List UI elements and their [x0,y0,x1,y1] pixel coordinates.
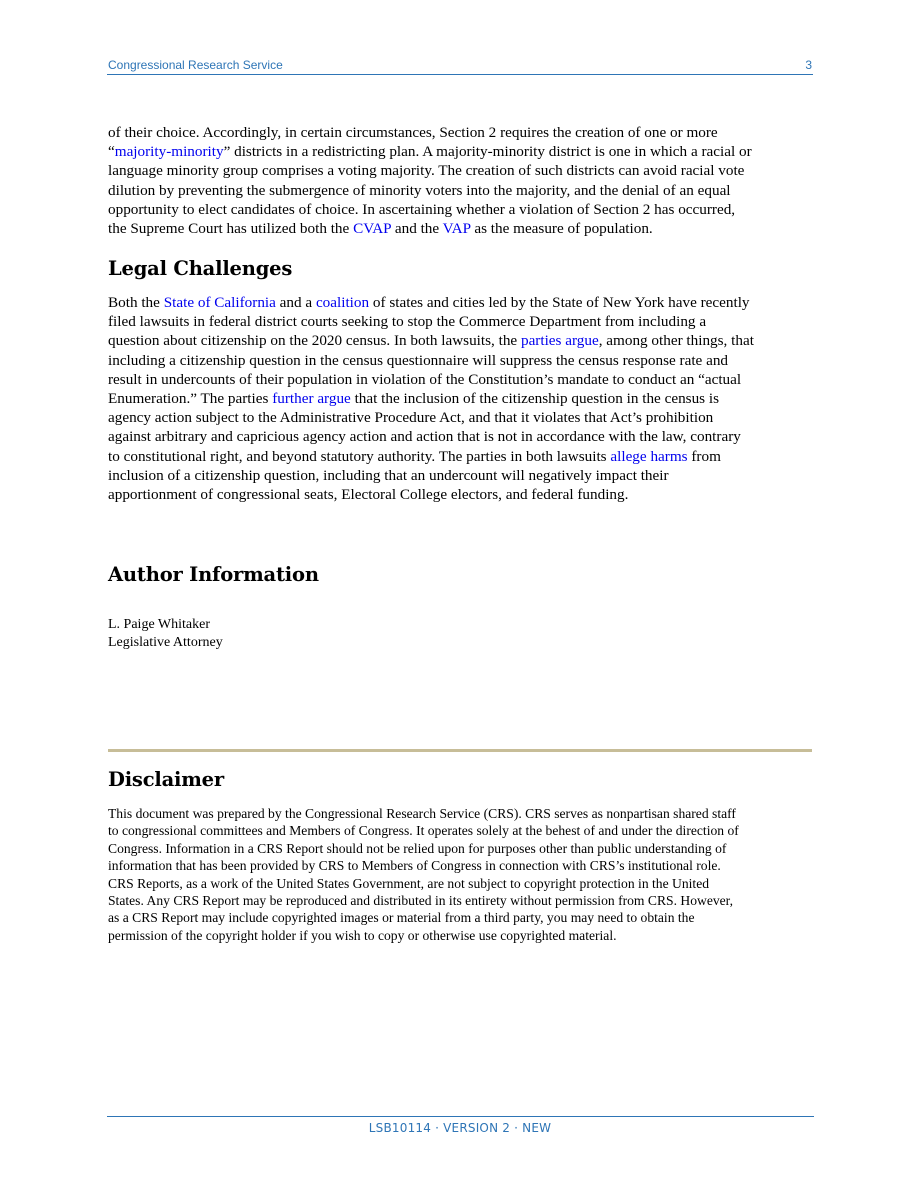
legal-line: apportionment of congressional seats, Electoral College electors, and federal funding. [108,486,629,504]
legal-line: question about citizenship on the 2020 census. In both lawsuits, the parties argue, among other things, that [108,332,754,350]
link-allege-harms[interactable]: allege harms [610,447,688,465]
intro-line: dilution by preventing the submergence of minority voters into the majority, and the denial of an equal [108,181,731,199]
intro-paragraph [108,123,814,238]
heading-legal-challenges: Legal Challenges [108,257,293,280]
link-cvap[interactable]: CVAP [353,220,392,238]
disclaimer-paragraph [108,805,814,944]
author-block [108,616,223,651]
author-title: Legislative Attorney [108,634,223,650]
link-majority-minority[interactable]: majority-minority [114,143,224,161]
author-name: L. Paige Whitaker [108,617,210,632]
legal-line: to constitutional right, and beyond statutory authority. The parties in both lawsuits allege harms from [108,447,721,465]
legal-line: against arbitrary and capricious agency action and action that is not in accordance with the law, contrary [108,428,741,446]
legal-line: Both the State of California and a coalition of states and cities led by the State of New York have recently [108,294,750,311]
disclaimer-line: to congressional committees and Members of Congress. It operates solely at the behest of and under the direction of [108,823,739,839]
footer-doc-id: LSB10114 · VERSION 2 · NEW [368,1121,552,1135]
section-divider [108,749,812,752]
intro-line: of their choice. Accordingly, in certain circumstances, Section 2 requires the creation of one or more [108,124,718,141]
footer-divider [107,1116,814,1117]
disclaimer-line: as a CRS Report may include copyrighted images or material from a third party, you may need to obtain the [108,910,695,926]
legal-line: agency action subject to the Administrative Procedure Act, and that it violates that Act’s prohibition [108,409,714,427]
legal-line: Enumeration.” The parties further argue that the inclusion of the citizenship question in the census is [108,390,720,408]
legal-line: filed lawsuits in federal district courts seeking to stop the Commerce Department from including a [108,313,707,331]
link-vap[interactable]: VAP [442,220,471,238]
intro-line: “majority-minority” districts in a redistricting plan. A majority-minority district is one in which a racial or [108,143,752,161]
page-header [107,58,813,75]
intro-line: language minority group comprises a voting majority. The creation of such districts can avoid racial vote [108,162,745,180]
link-coalition[interactable]: coalition [315,294,370,311]
header-org: Congressional Research Service [108,58,283,72]
intro-line: the Supreme Court has utilized both the CVAP and the VAP as the measure of population. [108,220,653,238]
legal-line: including a citizenship question in the census questionnaire will suppress the census response rate and [108,351,729,369]
header-page-number: 3 [805,58,812,72]
disclaimer-line: permission of the copyright holder if you wish to copy or otherwise use copyrighted material. [108,927,617,943]
link-parties-argue[interactable]: parties argue [520,332,599,350]
disclaimer-line: This document was prepared by the Congressional Research Service (CRS). CRS serves as nonpartisan shared staff [108,806,736,821]
heading-disclaimer: Disclaimer [108,768,224,791]
disclaimer-line: States. Any CRS Report may be reproduced and distributed in its entirety without permission from CRS. However, [108,893,734,909]
legal-line: result in undercounts of their population in violation of the Constitution’s mandate to conduct an “actual [108,370,742,388]
legal-challenges-paragraph [108,293,814,504]
disclaimer-line: CRS Reports, as a work of the United States Government, are not subject to copyright protection in the United [108,875,710,891]
intro-line: opportunity to elect candidates of choice. In ascertaining whether a violation of Section 2 has occurred, [108,200,736,218]
disclaimer-line: information that has been provided by CRS to Members of Congress in connection with CRS’s institutional role. [108,858,721,874]
link-state-of-california[interactable]: State of California [163,294,276,311]
disclaimer-line: Congress. Information in a CRS Report should not be relied upon for purposes other than public understanding of [108,840,727,856]
link-further-argue[interactable]: further argue [272,390,351,408]
legal-line: inclusion of a citizenship question, including that an undercount will negatively impact their [108,466,669,484]
heading-author-information: Author Information [108,563,319,586]
